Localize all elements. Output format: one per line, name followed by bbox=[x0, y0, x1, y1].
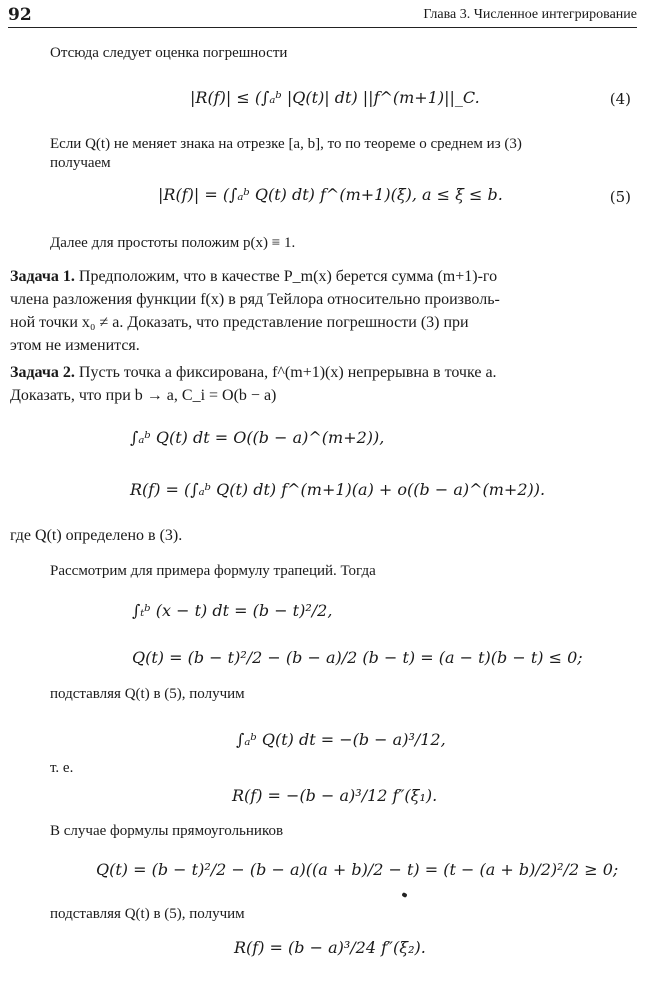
running-title: Глава 3. Численное интегрирование bbox=[423, 7, 637, 22]
paragraph-ie: т. е. bbox=[50, 760, 74, 776]
equation-trapezoid-b: Q(t) = (b − t)²/2 − (b − a)/2 (b − t) = (a − t)(b − t) ≤ 0; bbox=[132, 648, 583, 667]
paragraph-q-sign-line1: Если Q(t) не меняет знака на отрезке [a, b], то по теореме о среднем из (3) bbox=[50, 136, 522, 152]
paragraph-simplify: Далее для простоты положим p(x) ≡ 1. bbox=[50, 235, 296, 251]
equation-error-trapezoid: R(f) = −(b − a)³/12 f″(ξ₁). bbox=[232, 786, 438, 805]
paragraph-where-q: где Q(t) определено в (3). bbox=[10, 527, 183, 544]
equation-4: |R(f)| ≤ (∫ₐᵇ |Q(t)| dt) ||f^(m+1)||_C. bbox=[190, 88, 480, 107]
task-2-text-line1: Пусть точка a фиксирована, f^(m+1)(x) непрерывна в точке a. bbox=[78, 364, 497, 381]
task-2-line1 bbox=[10, 361, 497, 385]
task-1-line3: ной точки x₀ ≠ a. Доказать, что представление погрешности (3) при bbox=[10, 314, 469, 331]
equation-5-number: (5) bbox=[609, 188, 631, 206]
ink-mark bbox=[401, 892, 407, 898]
task-2-line2: Доказать, что при b → a, C_i = O(b − a) bbox=[10, 387, 277, 404]
paragraph-trapezoid-intro: Рассмотрим для примера формулу трапеций. Тогда bbox=[50, 563, 376, 579]
equation-sub-integral: ∫ₐᵇ Q(t) dt = −(b − a)³/12, bbox=[236, 730, 446, 749]
page-number: 92 bbox=[8, 5, 32, 25]
task-1-line4: этом не изменится. bbox=[10, 337, 140, 354]
equation-5: |R(f)| = (∫ₐᵇ Q(t) dt) f^(m+1)(ξ), a ≤ ξ ≤ b. bbox=[158, 185, 503, 204]
task-2-label: Задача 2. bbox=[10, 364, 75, 381]
equation-4-number: (4) bbox=[609, 90, 631, 108]
equation-trapezoid-a: ∫ₜᵇ (x − t) dt = (b − t)²/2, bbox=[132, 601, 333, 620]
equation-rectangle-q: Q(t) = (b − t)²/2 − (b − a)((a + b)/2 − t) = (t − (a + b)/2)²/2 ≥ 0; bbox=[96, 860, 619, 879]
paragraph-rectangle-intro: В случае формулы прямоугольников bbox=[50, 823, 284, 839]
paragraph-substitute-2: подставляя Q(t) в (5), получим bbox=[50, 906, 245, 922]
task-1-label: Задача 1. bbox=[10, 268, 75, 285]
page-header bbox=[8, 3, 637, 27]
equation-error-rectangle: R(f) = (b − a)³/24 f″(ξ₂). bbox=[234, 938, 426, 957]
task-1-line1 bbox=[10, 265, 497, 289]
paragraph-estimate: Отсюда следует оценка погрешности bbox=[50, 45, 288, 61]
paragraph-q-sign-line2: получаем bbox=[50, 155, 111, 171]
header-rule bbox=[8, 27, 637, 28]
equation-task2-a: ∫ₐᵇ Q(t) dt = O((b − a)^(m+2)), bbox=[130, 428, 385, 447]
task-1-line2: члена разложения функции f(x) в ряд Тейлора относительно произволь- bbox=[10, 291, 500, 308]
task-1-text-line1: Предположим, что в качестве P_m(x) берется сумма (m+1)-го bbox=[78, 268, 498, 285]
equation-task2-b: R(f) = (∫ₐᵇ Q(t) dt) f^(m+1)(a) + o((b − a)^(m+2)). bbox=[130, 480, 546, 499]
paragraph-substitute-1: подставляя Q(t) в (5), получим bbox=[50, 686, 245, 702]
